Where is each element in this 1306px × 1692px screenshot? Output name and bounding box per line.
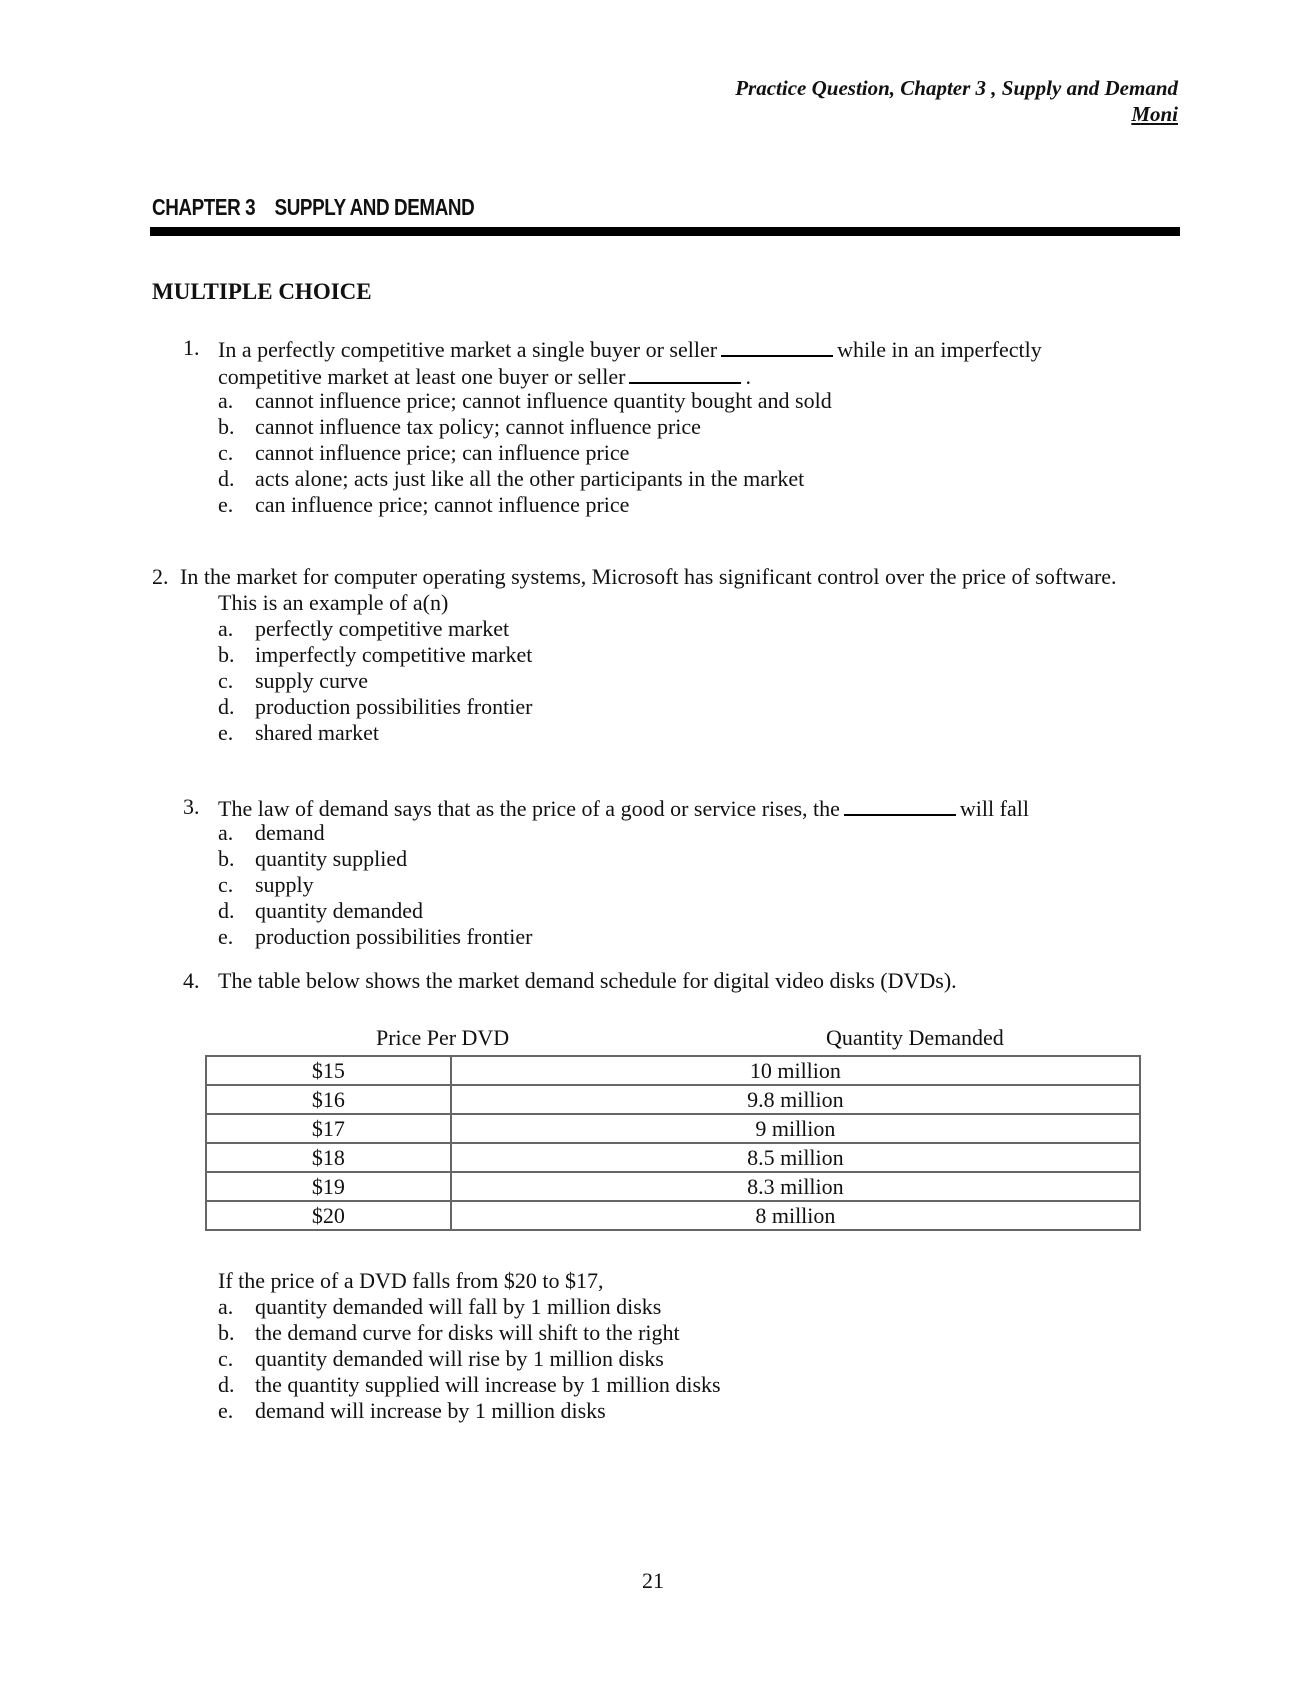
- option-letter: e.: [218, 1398, 234, 1423]
- question-2-option-a: perfectly competitive market: [255, 616, 510, 641]
- question-3-option-b: quantity supplied: [255, 846, 408, 871]
- page-number: 21: [642, 1568, 664, 1593]
- question-2-option-e: shared market: [255, 720, 379, 745]
- question-1-number: 1.: [183, 335, 200, 360]
- table-row: [206, 1201, 1140, 1230]
- question-3-option-c: supply: [255, 872, 314, 897]
- question-2-number: 2.: [152, 564, 169, 589]
- running-header-title: Practice Question, Chapter 3 , Supply and Demand: [735, 76, 1178, 100]
- question-4-option-c: quantity demanded will rise by 1 million disks: [255, 1346, 664, 1371]
- question-3-option-d: quantity demanded: [255, 898, 424, 923]
- quantity-cell: 9 million: [451, 1114, 1140, 1143]
- price-cell: $19: [206, 1172, 451, 1201]
- option-letter: c.: [218, 1346, 234, 1371]
- answer-blank: [844, 796, 956, 816]
- question-3-number: 3.: [183, 794, 200, 819]
- price-cell: $15: [206, 1056, 451, 1085]
- question-1-stem-part-c: competitive market at least one buyer or seller: [218, 364, 626, 389]
- answer-blank: [629, 364, 741, 384]
- question-1-option-a: cannot influence price; cannot influence quantity bought and sold: [255, 388, 832, 413]
- price-cell: $20: [206, 1201, 451, 1230]
- option-letter: c.: [218, 872, 234, 897]
- option-letter: a.: [218, 1294, 234, 1319]
- option-letter: e.: [218, 720, 234, 745]
- question-3-stem-part-b: will fall: [959, 796, 1029, 821]
- question-3-option-a: demand: [255, 820, 325, 845]
- option-letter: d.: [218, 466, 235, 491]
- question-4-option-a: quantity demanded will fall by 1 million disks: [255, 1294, 662, 1319]
- table-header-price: Price Per DVD: [376, 1025, 510, 1050]
- option-letter: b.: [218, 1320, 235, 1345]
- quantity-cell: 8.5 million: [451, 1143, 1140, 1172]
- table-row: [206, 1114, 1140, 1143]
- question-1-option-c: cannot influence price; can influence price: [255, 440, 630, 465]
- question-4-option-d: the quantity supplied will increase by 1 million disks: [255, 1372, 721, 1397]
- option-letter: d.: [218, 898, 235, 923]
- section-title: MULTIPLE CHOICE: [152, 279, 372, 304]
- option-letter: d.: [218, 694, 235, 719]
- answer-blank: [721, 337, 833, 357]
- price-cell: $17: [206, 1114, 451, 1143]
- quantity-cell: 10 million: [451, 1056, 1140, 1085]
- question-4-option-b: the demand curve for disks will shift to the right: [255, 1320, 680, 1345]
- quantity-cell: 9.8 million: [451, 1085, 1140, 1114]
- option-letter: b.: [218, 642, 235, 667]
- table-row: [206, 1143, 1140, 1172]
- question-1-stem-line-2: [218, 364, 751, 388]
- question-2-option-d: production possibilities frontier: [255, 694, 533, 719]
- question-2-stem-line-1: In the market for computer operating systems, Microsoft has significant control over the price of software.: [180, 564, 1117, 589]
- price-cell: $16: [206, 1085, 451, 1114]
- question-2-option-b: imperfectly competitive market: [255, 642, 533, 667]
- question-1-stem-part-b: while in an imperfectly: [837, 337, 1042, 362]
- table-header-quantity: Quantity Demanded: [826, 1025, 1004, 1050]
- option-letter: e.: [218, 492, 234, 517]
- running-header-author: Moni: [1131, 102, 1178, 126]
- question-4-option-e: demand will increase by 1 million disks: [255, 1398, 606, 1423]
- option-letter: e.: [218, 924, 234, 949]
- question-1-stem-period: .: [745, 364, 751, 389]
- table-row: [206, 1085, 1140, 1114]
- question-1-stem-line-1: [218, 337, 1042, 361]
- option-letter: c.: [218, 668, 234, 693]
- option-letter: b.: [218, 846, 235, 871]
- title-rule: [150, 227, 1180, 236]
- question-2-stem-line-2: This is an example of a(n): [218, 590, 449, 615]
- demand-schedule-table: [205, 1055, 1141, 1231]
- question-1-stem-part-a: In a perfectly competitive market a single buyer or seller: [218, 337, 718, 362]
- option-letter: a.: [218, 616, 234, 641]
- question-1-option-e: can influence price; cannot influence price: [255, 492, 630, 517]
- table-row: [206, 1056, 1140, 1085]
- question-1-option-b: cannot influence tax policy; cannot influence price: [255, 414, 701, 439]
- chapter-title: CHAPTER 3 SUPPLY AND DEMAND: [152, 194, 475, 220]
- option-letter: d.: [218, 1372, 235, 1397]
- option-letter: a.: [218, 820, 234, 845]
- quantity-cell: 8 million: [451, 1201, 1140, 1230]
- question-4-stem: The table below shows the market demand schedule for digital video disks (DVDs).: [218, 968, 957, 993]
- option-letter: b.: [218, 414, 235, 439]
- quantity-cell: 8.3 million: [451, 1172, 1140, 1201]
- option-letter: a.: [218, 388, 234, 413]
- question-3-stem-part-a: The law of demand says that as the price of a good or service rises, the: [218, 796, 840, 821]
- option-letter: c.: [218, 440, 234, 465]
- question-4-number: 4.: [183, 968, 200, 993]
- question-2-option-c: supply curve: [255, 668, 369, 693]
- table-row: [206, 1172, 1140, 1201]
- question-3-option-e: production possibilities frontier: [255, 924, 533, 949]
- question-3-stem: [218, 796, 1029, 820]
- question-4-prompt: If the price of a DVD falls from $20 to $17,: [218, 1268, 604, 1293]
- price-cell: $18: [206, 1143, 451, 1172]
- question-1-option-d: acts alone; acts just like all the other participants in the market: [255, 466, 805, 491]
